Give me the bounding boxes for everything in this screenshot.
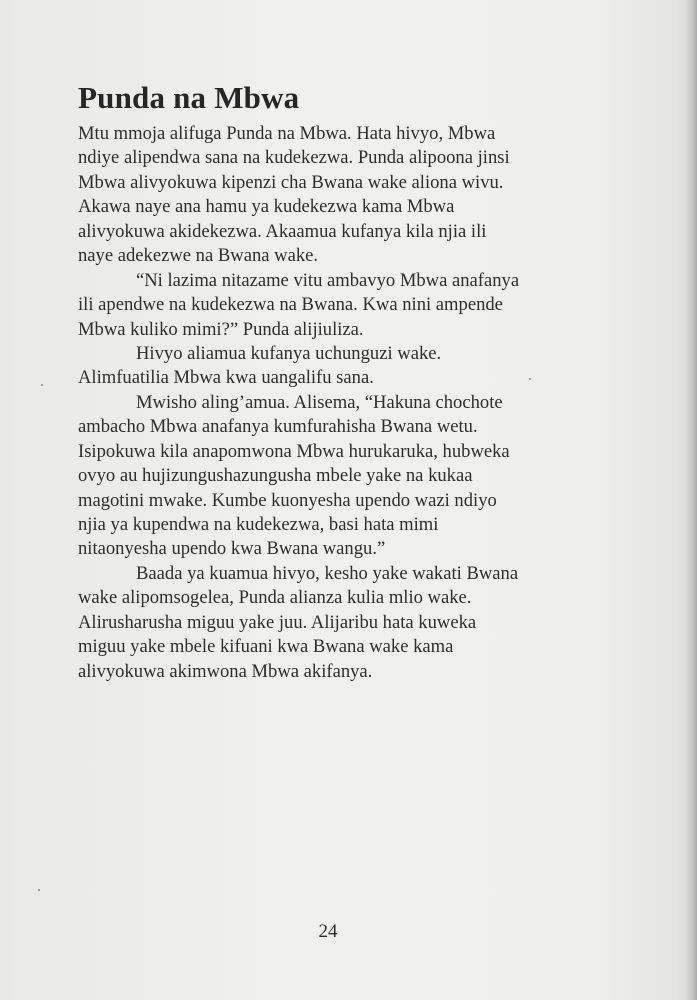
paragraph-line: Mtu mmoja alifuga Punda na Mbwa. Hata hivyo, Mbwa bbox=[78, 123, 496, 144]
paragraph-line: wake alipomsogelea, Punda alianza kulia mlio wake. bbox=[78, 587, 472, 609]
paragraph-line: alivyokuwa akimwona Mbwa akifanya. bbox=[78, 660, 373, 682]
story-title: Punda na Mbwa bbox=[78, 80, 300, 115]
paragraph-line: Alirusharusha miguu yake juu. Alijaribu hata kuweka bbox=[78, 611, 477, 633]
paragraph-line: ndiye alipendwa sana na kudekezwa. Punda alipoona jinsi bbox=[78, 147, 510, 169]
paragraph-line: miguu yake mbele kifuani kwa Bwana wake kama bbox=[78, 636, 454, 658]
paragraph-line: Baada ya kuamua hivyo, kesho yake wakati Bwana bbox=[136, 562, 519, 584]
paper-speck bbox=[529, 378, 531, 380]
paragraph-line: Mbwa alivyokuwa kipenzi cha Bwana wake aliona wivu. bbox=[78, 171, 504, 193]
paper-speck bbox=[38, 889, 40, 891]
paragraph-line: ambacho Mbwa anafanya kumfurahisha Bwana wetu. bbox=[78, 416, 478, 438]
paragraph-line: Isipokuwa kila anapomwona Mbwa hurukaruka, hubweka bbox=[78, 440, 510, 462]
paragraph-line: Alimfuatilia Mbwa kwa uangalifu sana. bbox=[78, 367, 374, 389]
paragraph-line: nitaonyesha upendo kwa Bwana wangu.” bbox=[78, 538, 386, 560]
paragraph-line: njia ya kupendwa na kudekezwa, basi hata mimi bbox=[78, 514, 439, 535]
paragraph-line: Hivyo aliamua kufanya uchunguzi wake. bbox=[136, 342, 442, 364]
paragraph-line: naye adekezwe na Bwana wake. bbox=[78, 245, 319, 267]
paragraph-line: magotini mwake. Kumbe kuonyesha upendo wazi ndiyo bbox=[78, 489, 497, 511]
paragraph-line: ovyo au hujizungushazungusha mbele yake na kukaa bbox=[78, 465, 473, 487]
paragraph-line: ili apendwe na kudekezwa na Bwana. Kwa nini ampende bbox=[78, 294, 503, 316]
paper-speck bbox=[41, 384, 43, 386]
story-body bbox=[78, 122, 598, 684]
paragraph-line: Mbwa kuliko mimi?” Punda alijiuliza. bbox=[78, 318, 364, 340]
page-edge-shadow bbox=[685, 0, 697, 1000]
paragraph-line: “Ni lazima nitazame vitu ambavyo Mbwa anafanya bbox=[136, 269, 520, 291]
paragraph-line: Akawa naye ana hamu ya kudekezwa kama Mbwa bbox=[78, 196, 455, 218]
page-number: 24 bbox=[318, 921, 338, 942]
paragraph-line: alivyokuwa akidekezwa. Akaamua kufanya kila njia ili bbox=[78, 220, 487, 242]
paragraph-line: Mwisho aling’amua. Alisema, “Hakuna chochote bbox=[136, 391, 503, 413]
